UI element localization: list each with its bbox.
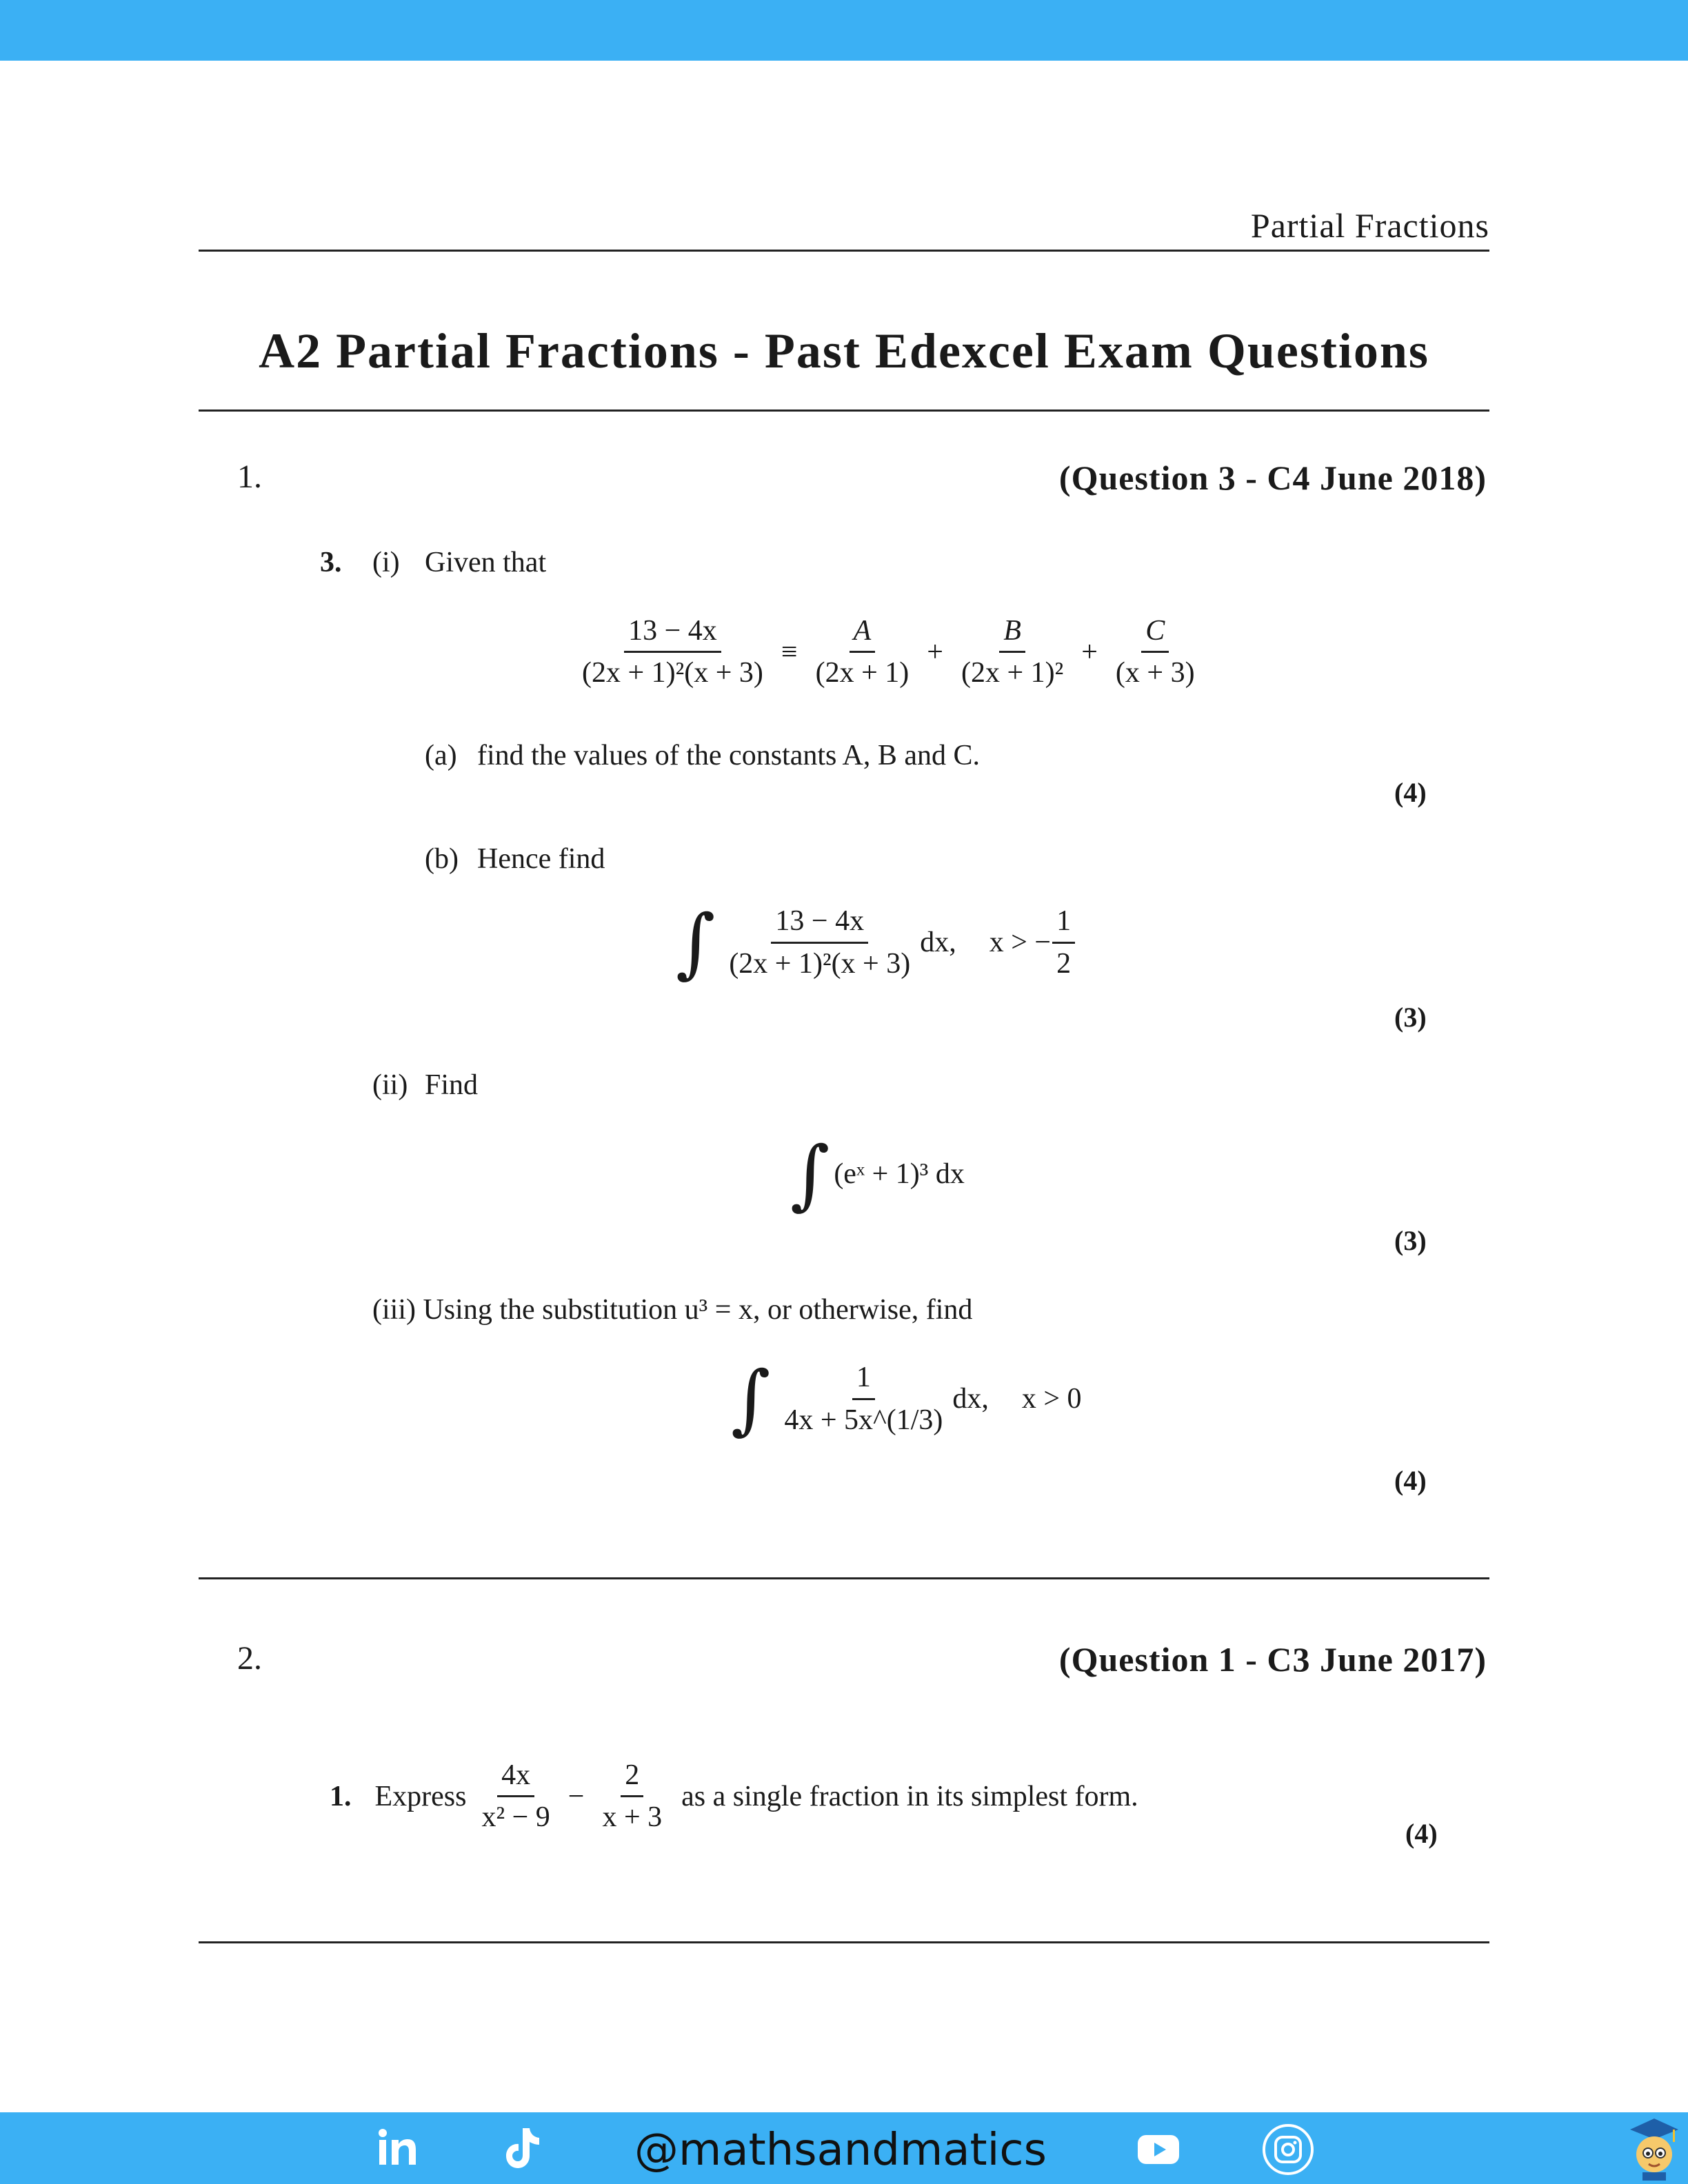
part-ii-marks: (3) bbox=[1394, 1225, 1427, 1256]
page-title: A2 Partial Fractions - Past Edexcel Exam Questions bbox=[259, 323, 1429, 378]
tiktok-icon[interactable] bbox=[498, 2123, 547, 2173]
integral-ii: ∫ (eˣ + 1)³ dx bbox=[790, 1130, 965, 1218]
question-reference: (Question 1 - C3 June 2017) bbox=[1058, 1640, 1487, 1679]
part-ii-label: (ii) bbox=[372, 1069, 408, 1101]
part-i-text: Given that bbox=[425, 547, 547, 578]
part-iii-text: (iii) Using the substitution u³ = x, or otherwise, find bbox=[372, 1294, 973, 1326]
partial-fraction-identity: $\frac{13 - 4x}{\text{(2x + 1)²(x + 3)}}$ ≡ $\frac{A}{(2x + 1)}$ + $\frac{B}{\text{(2x + 1)²}}$ + $\frac{C}{(x + 3)}$ bbox=[572, 615, 1205, 689]
part-a-label: (a) bbox=[425, 740, 457, 771]
integral-iii: ∫ $\frac{1}{4x + 5x\^{}(1/3)}$ dx, x > 0 bbox=[731, 1355, 1082, 1443]
header-rule bbox=[199, 250, 1489, 252]
part-ii-text: Find bbox=[425, 1069, 479, 1101]
part-iii-marks: (4) bbox=[1394, 1465, 1427, 1496]
part-b-label: (b) bbox=[425, 843, 459, 875]
integral-sign: ∫ bbox=[790, 1130, 830, 1218]
fraction-b: $\frac{B}{\text{(2x + 1)²}}$ bbox=[961, 615, 1064, 689]
integral-sign: ∫ bbox=[731, 1355, 771, 1443]
youtube-icon[interactable] bbox=[1131, 2130, 1186, 2169]
running-head: Partial Fractions bbox=[1250, 206, 1489, 245]
exam-question-label: 3. bbox=[320, 547, 342, 578]
part-i-label: (i) bbox=[372, 547, 400, 578]
social-handle[interactable]: @mathsandmatics bbox=[634, 2125, 1047, 2176]
part-b-marks: (3) bbox=[1394, 1002, 1427, 1033]
lhs-fraction: $\frac{13 - 4x}{\text{(2x + 1)²(x + 3)}}$ bbox=[582, 615, 763, 689]
fraction-c: $\frac{C}{(x + 3)}$ bbox=[1115, 615, 1195, 689]
express-line: 1. Express $\frac{4x}{\text{x² − 9}}$ − $\frac{2}{x + 3}$ as a single fraction in its simplest form. bbox=[330, 1759, 1138, 1834]
bottom-rule bbox=[199, 1941, 1489, 1943]
part-a-marks: (4) bbox=[1394, 777, 1427, 808]
title-rule bbox=[199, 410, 1489, 412]
question-reference: (Question 3 - C4 June 2018) bbox=[1058, 458, 1487, 497]
q2-marks: (4) bbox=[1405, 1818, 1438, 1849]
fraction-a: $\frac{A}{(2x + 1)}$ bbox=[815, 615, 910, 689]
question-number: 1. bbox=[237, 458, 262, 495]
instagram-icon[interactable] bbox=[1260, 2122, 1316, 2177]
part-b-text: Hence find bbox=[477, 843, 605, 875]
linkedin-icon[interactable] bbox=[372, 2126, 422, 2170]
integral-sign: ∫ bbox=[676, 898, 716, 987]
part-a-text: find the values of the constants A, B and C. bbox=[477, 740, 981, 771]
integral-b: ∫ $\frac{13 - 4x}{\text{(2x + 1)²(x + 3)}}$ dx, x > − $\frac{1}{2}$ bbox=[676, 904, 1081, 980]
question-divider bbox=[199, 1577, 1489, 1579]
top-banner bbox=[0, 0, 1688, 61]
mascot-icon bbox=[1623, 2114, 1685, 2183]
question-number: 2. bbox=[237, 1640, 262, 1677]
